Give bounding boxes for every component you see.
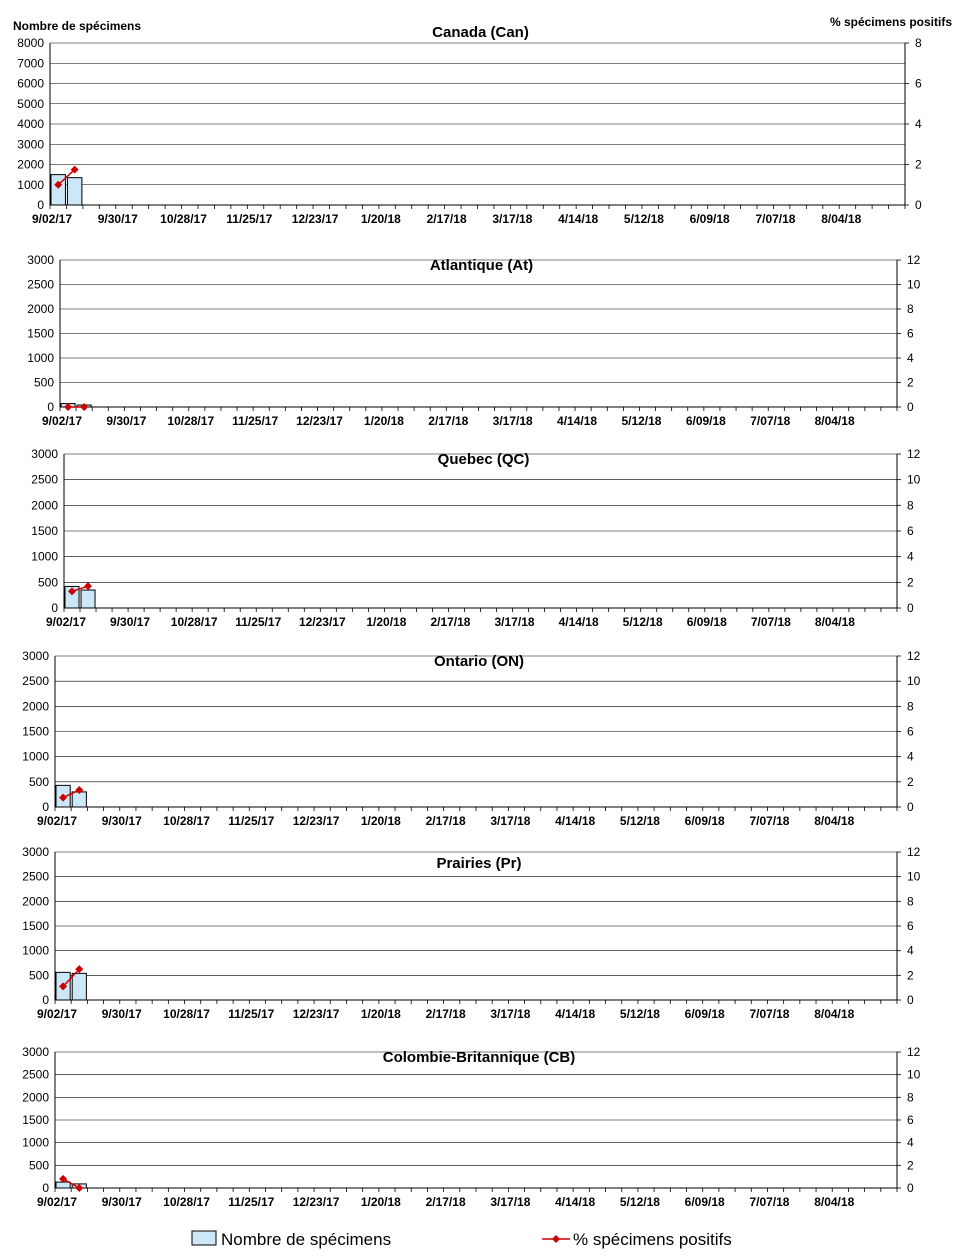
y-tick-label: 3000	[17, 137, 44, 152]
y2-tick-label: 0	[915, 198, 922, 212]
legend-line-marker	[552, 1235, 560, 1243]
y-tick-label: 6000	[17, 76, 44, 91]
y2-tick-label: 12	[907, 845, 921, 859]
bar	[72, 973, 86, 1000]
y2-tick-label: 0	[907, 601, 914, 615]
y2-tick-label: 2	[907, 1158, 914, 1173]
right-axis-label: % spécimens positifs	[829, 15, 952, 29]
x-tick-label: 9/30/17	[106, 414, 147, 428]
y2-tick-label: 6	[915, 76, 922, 91]
y2-tick-label: 8	[907, 302, 914, 316]
x-tick-label: 8/04/18	[814, 814, 855, 828]
x-tick-label: 5/12/18	[619, 814, 660, 828]
y2-tick-label: 0	[907, 1181, 914, 1195]
y-tick-label: 0	[42, 993, 49, 1007]
x-tick-label: 5/12/18	[622, 615, 663, 629]
x-tick-label: 6/09/18	[689, 212, 730, 226]
y-tick-label: 1000	[17, 177, 44, 192]
x-tick-label: 6/09/18	[686, 615, 727, 629]
x-tick-label: 3/17/18	[490, 814, 531, 828]
y2-tick-label: 6	[907, 724, 914, 739]
chart-title: Colombie-Britannique (CB)	[382, 1049, 576, 1066]
y2-tick-label: 0	[907, 993, 914, 1007]
y2-tick-label: 10	[907, 1067, 921, 1082]
x-tick-label: 2/17/18	[426, 212, 467, 226]
chart-panel	[27, 253, 920, 428]
x-tick-label: 7/07/18	[749, 1195, 790, 1209]
y2-tick-label: 2	[915, 157, 922, 172]
x-tick-label: 12/23/17	[291, 212, 339, 226]
y-tick-label: 5000	[17, 96, 44, 111]
y2-tick-label: 2	[907, 375, 914, 390]
x-tick-label: 2/17/18	[425, 1007, 466, 1021]
y2-tick-label: 6	[907, 326, 914, 341]
x-tick-label: 8/04/18	[814, 1195, 855, 1209]
y-tick-label: 3000	[22, 649, 49, 663]
x-tick-label: 3/17/18	[492, 212, 533, 226]
chart-panel	[22, 845, 920, 1021]
y2-tick-label: 0	[907, 800, 914, 814]
y2-tick-label: 6	[907, 919, 914, 933]
x-tick-label: 11/25/17	[235, 615, 282, 629]
y2-tick-label: 0	[907, 400, 914, 414]
y-tick-label: 1000	[22, 1135, 49, 1150]
y-tick-label: 0	[37, 198, 44, 212]
x-tick-label: 4/14/18	[558, 615, 599, 629]
y-tick-label: 8000	[17, 36, 44, 50]
chart-panel	[22, 1045, 920, 1209]
x-tick-label: 4/14/18	[555, 814, 596, 828]
x-tick-label: 10/28/17	[163, 814, 210, 828]
x-tick-label: 11/25/17	[228, 1007, 275, 1021]
x-tick-label: 8/04/18	[814, 414, 855, 428]
x-tick-label: 1/20/18	[360, 814, 401, 828]
chart-title: Ontario (ON)	[434, 653, 524, 670]
x-tick-label: 8/04/18	[821, 212, 862, 226]
y2-tick-label: 12	[907, 1045, 921, 1059]
y2-tick-label: 12	[907, 447, 921, 461]
y-tick-label: 2000	[22, 699, 49, 714]
x-tick-label: 9/30/17	[101, 814, 142, 828]
bar	[56, 1182, 70, 1188]
x-tick-label: 1/20/18	[366, 615, 407, 629]
data-point	[84, 582, 92, 590]
y-tick-label: 4000	[17, 117, 44, 131]
chart-panel	[31, 447, 920, 629]
y-tick-label: 3000	[27, 253, 54, 267]
x-tick-label: 5/12/18	[619, 1195, 660, 1209]
x-tick-label: 12/23/17	[298, 615, 346, 629]
x-tick-label: 7/07/18	[749, 814, 790, 828]
x-tick-label: 1/20/18	[360, 1195, 401, 1209]
bar	[67, 178, 81, 205]
x-tick-label: 9/30/17	[101, 1195, 142, 1209]
y2-tick-label: 2	[907, 575, 914, 590]
y2-tick-label: 10	[907, 277, 921, 292]
y-tick-label: 3000	[31, 447, 58, 461]
y2-tick-label: 8	[907, 498, 914, 513]
x-tick-label: 12/23/17	[292, 1195, 340, 1209]
x-tick-label: 9/30/17	[101, 1007, 142, 1021]
y2-tick-label: 10	[907, 869, 921, 884]
y-tick-label: 0	[42, 800, 49, 814]
y2-tick-label: 12	[907, 649, 921, 663]
chart-title: Quebec (QC)	[437, 451, 530, 468]
y-tick-label: 500	[28, 1158, 49, 1173]
data-point	[80, 403, 88, 411]
x-tick-label: 1/20/18	[360, 212, 401, 226]
x-tick-label: 5/12/18	[621, 414, 662, 428]
x-tick-label: 10/28/17	[163, 1007, 210, 1021]
y-tick-label: 2000	[17, 157, 44, 172]
x-tick-label: 9/02/17	[36, 1007, 78, 1021]
x-tick-label: 11/25/17	[228, 1195, 275, 1209]
y2-tick-label: 4	[907, 351, 914, 365]
chart-title: Prairies (Pr)	[436, 855, 522, 872]
y2-tick-label: 6	[907, 524, 914, 538]
x-tick-label: 11/25/17	[226, 212, 273, 226]
x-tick-label: 2/17/18	[425, 814, 466, 828]
x-tick-label: 4/14/18	[555, 1007, 596, 1021]
y-tick-label: 2500	[22, 1067, 49, 1082]
chart-title: Canada (Can)	[432, 24, 529, 41]
y2-tick-label: 4	[915, 117, 922, 131]
y2-tick-label: 10	[907, 472, 921, 487]
chart-panel	[22, 649, 920, 828]
x-tick-label: 12/23/17	[292, 1007, 340, 1021]
y-tick-label: 2000	[27, 302, 54, 316]
x-tick-label: 7/07/18	[750, 615, 791, 629]
y-tick-label: 2500	[22, 869, 49, 884]
x-tick-label: 11/25/17	[232, 414, 279, 428]
y-tick-label: 2500	[27, 277, 54, 292]
chart-title: Atlantique (At)	[429, 257, 534, 274]
y2-tick-label: 8	[907, 894, 914, 909]
x-tick-label: 9/02/17	[31, 212, 73, 226]
y2-tick-label: 6	[907, 1113, 914, 1127]
x-tick-label: 3/17/18	[490, 1007, 531, 1021]
x-tick-label: 9/02/17	[41, 414, 83, 428]
x-tick-label: 12/23/17	[296, 414, 343, 428]
x-tick-label: 3/17/18	[490, 1195, 531, 1209]
y-tick-label: 1000	[22, 943, 49, 958]
x-tick-label: 10/28/17	[167, 414, 215, 428]
y-tick-label: 500	[37, 575, 58, 590]
y-tick-label: 1000	[31, 549, 58, 564]
y2-tick-label: 8	[915, 36, 922, 50]
y-tick-label: 0	[51, 601, 58, 615]
x-tick-label: 9/02/17	[36, 1195, 78, 1209]
y-tick-label: 2000	[31, 498, 58, 513]
legend-bar-label: Nombre de spécimens	[221, 1230, 392, 1249]
x-tick-label: 9/30/17	[97, 212, 138, 226]
y-tick-label: 1500	[22, 919, 49, 933]
x-tick-label: 4/14/18	[558, 212, 599, 226]
y-tick-label: 1500	[22, 1113, 49, 1127]
x-tick-label: 5/12/18	[619, 1007, 660, 1021]
legend-bar-swatch	[192, 1231, 216, 1245]
y-tick-label: 2000	[22, 894, 49, 909]
y2-tick-label: 2	[907, 774, 914, 789]
y-tick-label: 3000	[22, 1045, 49, 1059]
y-tick-label: 1500	[31, 524, 58, 538]
x-tick-label: 1/20/18	[360, 1007, 401, 1021]
bar	[72, 792, 86, 807]
y2-tick-label: 12	[907, 253, 921, 267]
y2-tick-label: 4	[907, 549, 914, 564]
legend-line-label: % spécimens positifs	[573, 1230, 732, 1249]
x-tick-label: 6/09/18	[685, 414, 726, 428]
y-tick-label: 2000	[22, 1090, 49, 1105]
x-tick-label: 8/04/18	[814, 615, 855, 629]
x-tick-label: 7/07/18	[749, 1007, 790, 1021]
x-tick-label: 7/07/18	[755, 212, 796, 226]
y-tick-label: 1000	[27, 351, 54, 365]
y-tick-label: 500	[28, 774, 49, 789]
y-tick-label: 0	[42, 1181, 49, 1195]
x-tick-label: 10/28/17	[170, 615, 218, 629]
x-tick-label: 10/28/17	[163, 1195, 210, 1209]
y-tick-label: 0	[47, 400, 54, 414]
y2-tick-label: 8	[907, 699, 914, 714]
x-tick-label: 8/04/18	[814, 1007, 855, 1021]
x-tick-label: 6/09/18	[684, 814, 725, 828]
y-tick-label: 1500	[22, 724, 49, 739]
y2-tick-label: 2	[907, 968, 914, 983]
x-tick-label: 4/14/18	[557, 414, 598, 428]
x-tick-label: 6/09/18	[684, 1195, 725, 1209]
x-tick-label: 10/28/17	[160, 212, 207, 226]
x-tick-label: 9/02/17	[45, 615, 87, 629]
bar	[81, 590, 95, 608]
y-tick-label: 2500	[31, 472, 58, 487]
x-tick-label: 4/14/18	[555, 1195, 596, 1209]
chart-panel	[17, 24, 922, 226]
y2-tick-label: 10	[907, 674, 921, 689]
y-tick-label: 3000	[22, 845, 49, 859]
y-tick-label: 500	[28, 968, 49, 983]
x-tick-label: 1/20/18	[363, 414, 404, 428]
x-tick-label: 6/09/18	[684, 1007, 725, 1021]
left-axis-label: Nombre de spécimens	[13, 19, 142, 33]
y-tick-label: 1000	[22, 749, 49, 764]
x-tick-label: 2/17/18	[430, 615, 471, 629]
x-tick-label: 9/02/17	[36, 814, 78, 828]
x-tick-label: 5/12/18	[623, 212, 664, 226]
x-tick-label: 12/23/17	[292, 814, 340, 828]
x-tick-label: 3/17/18	[494, 615, 535, 629]
y2-tick-label: 8	[907, 1090, 914, 1105]
x-tick-label: 9/30/17	[110, 615, 151, 629]
y2-tick-label: 4	[907, 943, 914, 958]
x-tick-label: 7/07/18	[750, 414, 791, 428]
x-tick-label: 3/17/18	[492, 414, 533, 428]
y-tick-label: 2500	[22, 674, 49, 689]
y-tick-label: 500	[33, 375, 54, 390]
x-tick-label: 11/25/17	[228, 814, 275, 828]
y-tick-label: 7000	[17, 56, 44, 71]
y2-tick-label: 4	[907, 1135, 914, 1150]
legend	[192, 1230, 732, 1249]
y-tick-label: 1500	[27, 326, 54, 341]
x-tick-label: 2/17/18	[425, 1195, 466, 1209]
y2-tick-label: 4	[907, 749, 914, 764]
x-tick-label: 2/17/18	[428, 414, 469, 428]
